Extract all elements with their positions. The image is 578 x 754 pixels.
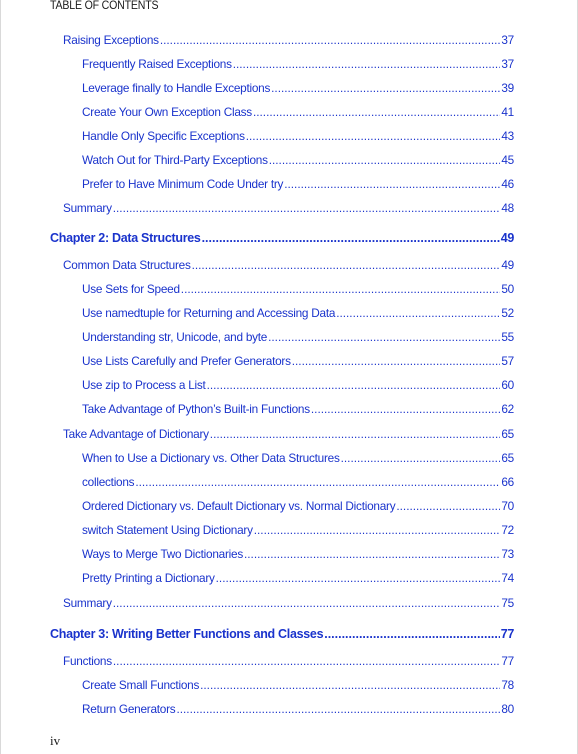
- toc-entry-title: Chapter 3: Writing Better Functions and Classes: [50, 627, 324, 641]
- toc-section-entry[interactable]: [63, 427, 514, 441]
- toc-entry-title: Create Your Own Exception Class: [82, 105, 252, 119]
- toc-entry-title: Frequently Raised Exceptions: [82, 57, 232, 71]
- toc-entry-page: 77: [501, 654, 514, 668]
- dot-leader: [216, 571, 501, 585]
- toc-entry-title: Use namedtuple for Returning and Accessing Data: [82, 306, 336, 320]
- running-header: TABLE OF CONTENTS: [50, 0, 159, 12]
- toc-section-entry[interactable]: [63, 654, 514, 668]
- toc-entry-page: 65: [501, 427, 514, 441]
- toc-subsection-entry[interactable]: [82, 402, 514, 416]
- toc-entry-page: 75: [501, 596, 514, 610]
- dot-leader: [244, 547, 500, 561]
- dot-leader: [254, 523, 501, 537]
- dot-leader: [311, 402, 500, 416]
- dot-leader: [160, 33, 501, 47]
- toc-entry-title: Understanding str, Unicode, and byte: [82, 330, 268, 344]
- toc-subsection-entry[interactable]: [82, 451, 514, 465]
- toc-entry-title: Use zip to Process a List: [82, 378, 206, 392]
- toc-section-entry[interactable]: [63, 258, 514, 272]
- dot-leader: [246, 129, 501, 143]
- toc-entry-page: 80: [501, 702, 514, 716]
- toc-subsection-entry[interactable]: [82, 571, 514, 585]
- toc-entry-title: Return Generators: [82, 702, 176, 716]
- toc-subsection-entry[interactable]: [82, 282, 514, 296]
- toc-entry-page: 57: [501, 354, 514, 368]
- dot-leader: [192, 258, 501, 272]
- toc-entry-title: When to Use a Dictionary vs. Other Data Structures: [82, 451, 340, 465]
- toc-entry-page: 49: [500, 231, 514, 245]
- dot-leader: [284, 177, 500, 191]
- toc-entry-title: Summary: [63, 201, 112, 215]
- toc-entry-page: 60: [501, 378, 514, 392]
- dot-leader: [233, 57, 501, 71]
- toc-entry-title: Leverage finally to Handle Exceptions: [82, 81, 271, 95]
- toc-entry-title: Prefer to Have Minimum Code Under try: [82, 177, 284, 191]
- toc-chapter-entry[interactable]: [50, 231, 514, 245]
- toc-entry-title: Raising Exceptions: [63, 33, 159, 47]
- toc-entry-page: 52: [501, 306, 514, 320]
- toc-entry-page: 55: [501, 330, 514, 344]
- toc-subsection-entry[interactable]: [82, 57, 514, 71]
- dot-leader: [135, 475, 500, 489]
- toc-entry-page: 77: [500, 627, 514, 641]
- toc-subsection-entry[interactable]: [82, 378, 514, 392]
- toc-subsection-entry[interactable]: [82, 306, 514, 320]
- toc-entry-title: Chapter 2: Data Structures: [50, 231, 201, 245]
- toc-subsection-entry[interactable]: [82, 81, 514, 95]
- dot-leader: [113, 201, 501, 215]
- dot-leader: [176, 702, 500, 716]
- toc-entry-page: 65: [501, 451, 514, 465]
- toc-entry-page: 78: [501, 678, 514, 692]
- toc-entry-page: 73: [501, 547, 514, 561]
- dot-leader: [113, 596, 501, 610]
- toc-entry-page: 48: [501, 201, 514, 215]
- dot-leader: [341, 451, 501, 465]
- toc-entry-page: 74: [501, 571, 514, 585]
- toc-entry-page: 72: [501, 523, 514, 537]
- toc-entry-title: Create Small Functions: [82, 678, 200, 692]
- dot-leader: [324, 627, 499, 641]
- toc-entry-title: Take Advantage of Dictionary: [63, 427, 209, 441]
- toc-subsection-entry[interactable]: [82, 105, 514, 119]
- toc-section-entry[interactable]: [63, 33, 514, 47]
- toc-entry-page: 45: [501, 153, 514, 167]
- toc-entry-title: Summary: [63, 596, 112, 610]
- toc-subsection-entry[interactable]: [82, 330, 514, 344]
- toc-entry-page: 49: [501, 258, 514, 272]
- toc-entry-title: switch Statement Using Dictionary: [82, 523, 253, 537]
- dot-leader: [200, 678, 500, 692]
- toc-chapter-entry[interactable]: [50, 627, 514, 641]
- toc-entry-page: 70: [501, 499, 514, 513]
- dot-leader: [269, 153, 501, 167]
- toc-subsection-entry[interactable]: [82, 475, 514, 489]
- toc-section-entry[interactable]: [63, 596, 514, 610]
- toc-entry-title: collections: [82, 475, 135, 489]
- page-number: iv: [50, 733, 61, 748]
- toc-subsection-entry[interactable]: [82, 547, 514, 561]
- toc-subsection-entry[interactable]: [82, 678, 514, 692]
- dot-leader: [181, 282, 501, 296]
- toc-subsection-entry[interactable]: [82, 702, 514, 716]
- toc-entry-page: 37: [501, 57, 514, 71]
- toc-entry-title: Functions: [63, 654, 112, 668]
- toc-entry-title: Pretty Printing a Dictionary: [82, 571, 215, 585]
- toc-subsection-entry[interactable]: [82, 153, 514, 167]
- toc-entry-title: Watch Out for Third-Party Exceptions: [82, 153, 268, 167]
- dot-leader: [207, 378, 501, 392]
- dot-leader: [292, 354, 501, 368]
- toc-entry-page: 43: [501, 129, 514, 143]
- toc-subsection-entry[interactable]: [82, 523, 514, 537]
- toc-subsection-entry[interactable]: [82, 354, 514, 368]
- dot-leader: [210, 427, 501, 441]
- toc-entry-page: 50: [501, 282, 514, 296]
- toc-subsection-entry[interactable]: [82, 129, 514, 143]
- dot-leader: [268, 330, 500, 344]
- toc-entry-page: 66: [501, 475, 514, 489]
- toc-entry-page: 39: [501, 81, 514, 95]
- toc-entry-title: Use Lists Carefully and Prefer Generators: [82, 354, 291, 368]
- dot-leader: [202, 231, 500, 245]
- dot-leader: [113, 654, 500, 668]
- toc-entry-title: Take Advantage of Python’s Built-in Functions: [82, 402, 310, 416]
- toc-subsection-entry[interactable]: [82, 177, 514, 191]
- toc-entry-title: Handle Only Specific Exceptions: [82, 129, 245, 143]
- toc-entry-title: Use Sets for Speed: [82, 282, 180, 296]
- toc-entry-page: 41: [501, 105, 514, 119]
- dot-leader: [396, 499, 500, 513]
- toc-entry-page: 46: [501, 177, 514, 191]
- dot-leader: [336, 306, 500, 320]
- toc-entry-title: Common Data Structures: [63, 258, 191, 272]
- toc-subsection-entry[interactable]: [82, 499, 514, 513]
- toc-section-entry[interactable]: [63, 201, 514, 215]
- dot-leader: [253, 105, 500, 119]
- toc-entry-page: 62: [501, 402, 514, 416]
- dot-leader: [271, 81, 500, 95]
- toc-entry-title: Ways to Merge Two Dictionaries: [82, 547, 243, 561]
- toc-entry-page: 37: [501, 33, 514, 47]
- toc-entry-title: Ordered Dictionary vs. Default Dictionary vs. Normal Dictionary: [82, 499, 396, 513]
